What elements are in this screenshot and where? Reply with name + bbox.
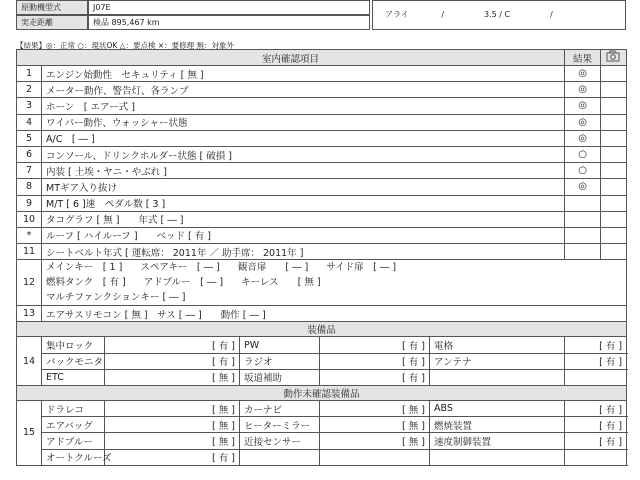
item-photo — [601, 244, 627, 260]
engine-value: J07E — [88, 0, 370, 15]
equipment-name — [430, 369, 565, 385]
equipment-value: [ 無 ] — [105, 417, 240, 433]
equipment-value: [ 有 ] — [105, 353, 240, 369]
equipment-value — [320, 449, 430, 465]
item-number: 3 — [17, 98, 42, 114]
equipment-value: [ 有 ] — [565, 417, 627, 433]
item-photo — [601, 211, 627, 227]
item-text: ホーン [ エアー式 ] — [42, 98, 565, 114]
item-text: 内装 [ 土埃・ヤニ・やぶれ ] — [42, 163, 565, 179]
key-entry: スペアキー [ ― ] — [140, 262, 220, 274]
item-result — [565, 227, 601, 243]
equipment-value: [ 有 ] — [320, 337, 430, 353]
equipment-value: [ 有 ] — [565, 433, 627, 449]
item-result: ○ — [565, 146, 601, 162]
equipment-row — [17, 449, 627, 465]
item-photo — [601, 195, 627, 211]
right-info — [372, 0, 626, 30]
inspection-row — [17, 146, 627, 162]
key-entry: メインキー [ 1 ] — [46, 262, 123, 274]
equipment-row — [17, 417, 627, 433]
inspection-row — [17, 66, 627, 82]
item-result: ◎ — [565, 66, 601, 82]
air-suspension-row — [17, 306, 627, 322]
result-header: 結果 — [565, 50, 601, 66]
item-text: MTギア入り抜け — [42, 179, 565, 195]
inspection-row — [17, 114, 627, 130]
equipment-header-row — [17, 322, 627, 337]
camera-icon — [601, 50, 627, 66]
equipment-value: [ 無 ] — [105, 369, 240, 385]
item-number: 10 — [17, 211, 42, 227]
equipment-value: [ 無 ] — [105, 433, 240, 449]
item-text: ルーフ [ ハイルーフ ] ベッド [ 有 ] — [42, 227, 565, 243]
equipment-name: バックモニタ — [42, 353, 105, 369]
equipment-name: カーナビ — [240, 401, 320, 417]
mileage-label: 実走距離 — [16, 15, 88, 30]
item-text: エンジン始動性 セキュリティ [ 無 ] — [42, 66, 565, 82]
item-number: 4 — [17, 114, 42, 130]
item-number: 13 — [17, 306, 42, 322]
item-photo — [601, 130, 627, 146]
inspection-row — [17, 98, 627, 114]
item-number: 1 — [17, 66, 42, 82]
mileage-value: 検品 895,467 km — [88, 15, 370, 30]
equipment-value: [ 有 ] — [565, 353, 627, 369]
keys-row — [17, 260, 627, 306]
right-value: / 3.5 / C / — [441, 10, 553, 19]
keys-line-2 — [46, 275, 622, 290]
equipment-name: 近接センサー — [240, 433, 320, 449]
keys-detail — [42, 260, 627, 306]
header-row — [17, 50, 627, 66]
item-photo — [601, 98, 627, 114]
equipment-title: 装備品 — [17, 322, 627, 337]
equipment-value: [ 無 ] — [320, 401, 430, 417]
right-label: アライ — [385, 10, 409, 19]
equipment-row — [17, 369, 627, 385]
item-photo — [601, 227, 627, 243]
item-text: タコグラフ [ 無 ] 年式 [ ― ] — [42, 211, 565, 227]
key-entry: アドブルー [ ― ] — [143, 277, 224, 289]
item-number: 12 — [17, 260, 42, 306]
equipment-name: 燃焼装置 — [430, 417, 565, 433]
equipment-name: オートクルーズ — [42, 449, 105, 465]
equipment-name: アドブルー — [42, 433, 105, 449]
equipment-name: ABS — [430, 401, 565, 417]
inspection-row — [17, 130, 627, 146]
item-photo — [601, 114, 627, 130]
inspection-row — [17, 195, 627, 211]
equipment-name: 速度制御装置 — [430, 433, 565, 449]
inspection-row — [17, 244, 627, 260]
item-result: ◎ — [565, 82, 601, 98]
item-number: 7 — [17, 163, 42, 179]
result-legend: 【結果】◎：正常 ○：現状OK △：要点検 ×：要修理 無：対象外 — [16, 41, 234, 50]
equipment-row — [17, 433, 627, 449]
equipment-value: [ 有 ] — [320, 369, 430, 385]
inspection-row — [17, 179, 627, 195]
keys-line-3: マルチファンクションキー [ ― ] — [46, 292, 186, 304]
item-text: コンソール、ドリンクホルダー状態 [ 破損 ] — [42, 146, 565, 162]
item-number: 11 — [17, 244, 42, 260]
equipment-row — [17, 353, 627, 369]
item-number: 5 — [17, 130, 42, 146]
item-number: 8 — [17, 179, 42, 195]
equipment-value: [ 有 ] — [565, 401, 627, 417]
key-entry: 燃料タンク [ 有 ] — [46, 277, 126, 289]
inspection-table — [16, 49, 627, 466]
equipment-name: エアバッグ — [42, 417, 105, 433]
item-result: ◎ — [565, 98, 601, 114]
equipment-name: PW — [240, 337, 320, 353]
inspection-row — [17, 163, 627, 179]
equipment-value — [565, 369, 627, 385]
item-number: 9 — [17, 195, 42, 211]
vehicle-header — [16, 0, 626, 30]
item-result — [565, 244, 601, 260]
equipment-name: ドラレコ — [42, 401, 105, 417]
equipment-name: ヒーターミラー — [240, 417, 320, 433]
item-photo — [601, 179, 627, 195]
item-photo — [601, 146, 627, 162]
equipment-row — [17, 337, 627, 353]
item-result — [565, 195, 601, 211]
inspection-row — [17, 211, 627, 227]
item-photo — [601, 163, 627, 179]
key-entry: サイド扉 [ ― ] — [326, 262, 397, 274]
item-result: ○ — [565, 163, 601, 179]
item-text: シートベルト年式 [ 運転席： 2011年 ／ 助手席： 2011年 ] — [42, 244, 565, 260]
equipment-name: 集中ロック — [42, 337, 105, 353]
key-entry: 観音扉 [ ― ] — [237, 262, 309, 274]
equipment-name — [240, 449, 320, 465]
item-text: A/C [ ― ] — [42, 130, 565, 146]
section-number: 14 — [17, 337, 42, 386]
item-text: メーター動作、警告灯、各ランプ — [42, 82, 565, 98]
equipment-value: [ 有 ] — [105, 449, 240, 465]
equipment-name: アンテナ — [430, 353, 565, 369]
item-number: 2 — [17, 82, 42, 98]
equipment-value: [ 有 ] — [320, 353, 430, 369]
equipment-name: 電格 — [430, 337, 565, 353]
equipment-name: ETC — [42, 369, 105, 385]
equipment-value: [ 無 ] — [320, 417, 430, 433]
engine-label: 原動機型式 — [16, 0, 88, 15]
equipment-value — [565, 449, 627, 465]
section-number: 15 — [17, 401, 42, 466]
item-text: ワイパー動作、ウォッシャー状態 — [42, 114, 565, 130]
item-number: 6 — [17, 146, 42, 162]
equipment-value: [ 有 ] — [105, 337, 240, 353]
equipment-name: ラジオ — [240, 353, 320, 369]
item-number: * — [17, 227, 42, 243]
inspection-row — [17, 227, 627, 243]
equipment-value: [ 有 ] — [565, 337, 627, 353]
item-text: M/T [ 6 ]速 ペダル数 [ 3 ] — [42, 195, 565, 211]
inspection-rows — [17, 50, 627, 466]
item-result: ◎ — [565, 179, 601, 195]
unchecked-equipment-header-row — [17, 386, 627, 401]
equipment-name — [430, 449, 565, 465]
equipment-value: [ 無 ] — [320, 433, 430, 449]
equipment-value: [ 無 ] — [105, 401, 240, 417]
item-result: ◎ — [565, 114, 601, 130]
air-suspension-text: エアサスリモコン [ 無 ] サス [ ― ] 動作 [ ― ] — [42, 306, 627, 322]
item-photo — [601, 82, 627, 98]
equipment-row — [17, 401, 627, 417]
equipment-name: 坂道補助 — [240, 369, 320, 385]
interior-title: 室内確認項目 — [17, 50, 565, 66]
item-result: ◎ — [565, 130, 601, 146]
keys-line-1 — [46, 260, 622, 275]
inspection-row — [17, 82, 627, 98]
item-photo — [601, 66, 627, 82]
unchecked-equipment-title: 動作未確認装備品 — [17, 386, 627, 401]
key-entry: キーレス [ 無 ] — [241, 277, 321, 289]
item-result — [565, 211, 601, 227]
